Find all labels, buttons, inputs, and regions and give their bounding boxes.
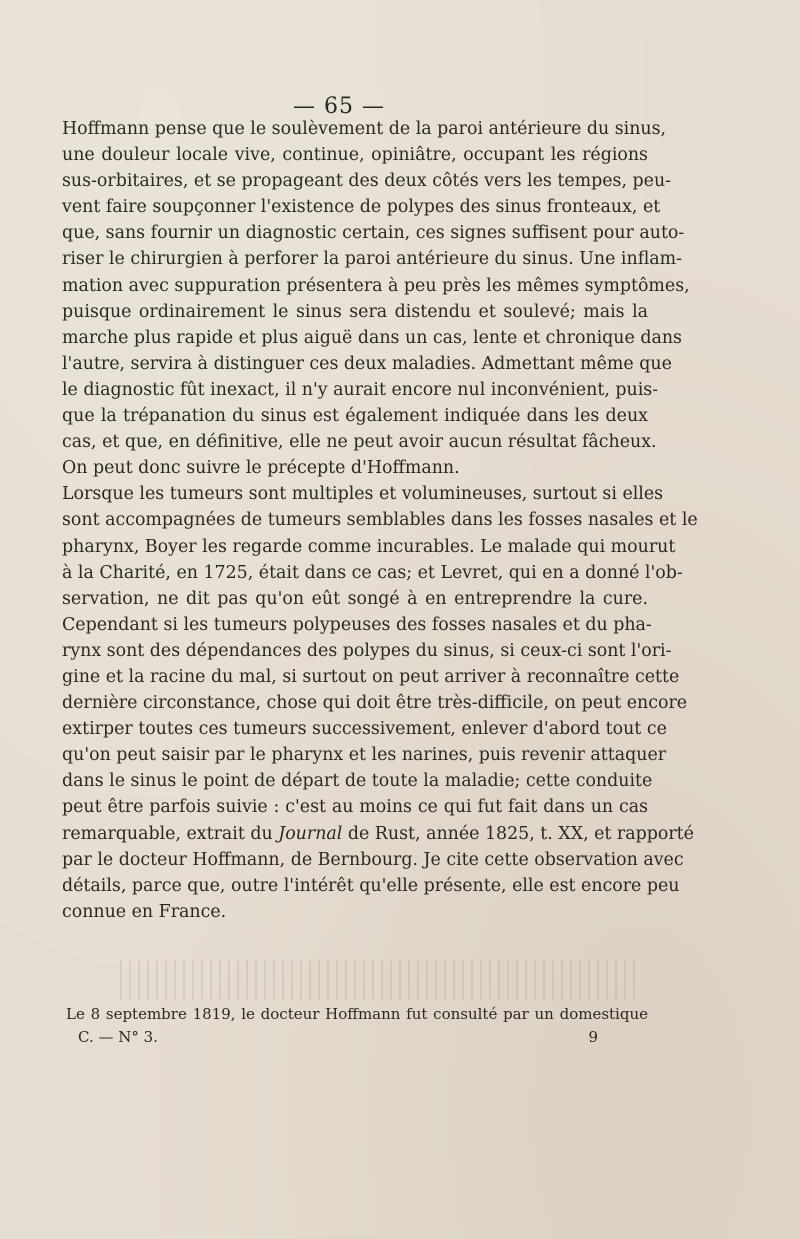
text-line: pharynx, Boyer les regarde comme incurables. Le malade qui mourut (62, 536, 676, 557)
text-line: à la Charité, en 1725, était dans ce cas; et Levret, qui en a donné l'ob- (62, 562, 683, 583)
text-line: gine et la racine du mal, si surtout on peut arriver à reconnaître cette (62, 666, 680, 687)
text-line: servation, ne dit pas qu'on eût songé à en entreprendre la cure. (62, 588, 648, 609)
text-line: par le docteur Hoffmann, de Bernbourg. Je cite cette observation avec (62, 849, 684, 870)
text-line: sont accompagnées de tumeurs semblables dans les fosses nasales et le (62, 510, 698, 531)
text-line: puisque ordinairement le sinus sera distendu et soulevé; mais la (62, 301, 648, 322)
page-number: — 65 — (293, 94, 385, 119)
text-line: dernière circonstance, chose qui doit être très-difficile, on peut encore (62, 693, 688, 714)
text-line: dans le sinus le point de départ de toute la maladie; cette conduite (62, 771, 653, 792)
text-line: rynx sont des dépendances des polypes du sinus, si ceux-ci sont l'ori- (62, 640, 672, 661)
text-line: que, sans fournir un diagnostic certain, ces signes suffisent pour auto- (62, 223, 685, 244)
text-line: riser le chirurgien à perforer la paroi antérieure du sinus. Une inflam- (62, 249, 683, 270)
footnote-line: Le 8 septembre 1819, le docteur Hoffmann fut consulté par un domestique (66, 1005, 648, 1023)
text-line: On peut donc suivre le précepte d'Hoffmann. (62, 458, 460, 479)
text-line: Cependant si les tumeurs polypeuses des fosses nasales et du pha- (62, 614, 652, 635)
text-line: détails, parce que, outre l'intérêt qu'elle présente, elle est encore peu (62, 875, 680, 896)
text-line: extirper toutes ces tumeurs successivement, enlever d'abord tout ce (62, 719, 667, 740)
text-line: Hoffmann pense que le soulèvement de la paroi antérieure du sinus, (62, 119, 667, 139)
text-line: cas, et que, en définitive, elle ne peut avoir aucun résultat fâcheux. (62, 432, 657, 453)
text-line: une douleur locale vive, continue, opiniâtre, occupant les régions (62, 145, 648, 166)
body-text (62, 116, 698, 925)
text-line: peut être parfois suivie : c'est au moins ce qui fut fait dans un cas (62, 797, 648, 818)
bleed-through-texture (120, 960, 640, 1000)
text-line: sus-orbitaires, et se propageant des deux côtés vers les tempes, peu- (62, 171, 672, 192)
text-line: l'autre, servira à distinguer ces deux maladies. Admettant même que (62, 353, 672, 374)
signature-right: 9 (588, 1028, 598, 1046)
journal-title: Journal (278, 823, 343, 844)
text-line: marche plus rapide et plus aiguë dans un cas, lente et chronique dans (62, 327, 682, 348)
text-line: vent faire soupçonner l'existence de polypes des sinus fronteaux, et (62, 197, 661, 218)
text-line: que la trépanation du sinus est également indiquée dans les deux (62, 406, 648, 427)
journal-line-after: de Rust, année 1825, t. XX, et rapporté (342, 823, 694, 844)
text-line: connue en France. (62, 901, 227, 922)
text-line: le diagnostic fût inexact, il n'y aurait encore nul inconvénient, puis- (62, 379, 659, 400)
signature-left: C. — N° 3. (78, 1028, 158, 1046)
text-line-journal (62, 821, 694, 847)
text-line: Lorsque les tumeurs sont multiples et volumineuses, surtout si elles (62, 484, 664, 505)
text-line: qu'on peut saisir par le pharynx et les narines, puis revenir attaquer (62, 745, 667, 766)
journal-line-before: remarquable, extrait du (62, 823, 279, 844)
text-line: mation avec suppuration présentera à peu près les mêmes symptômes, (62, 275, 690, 296)
